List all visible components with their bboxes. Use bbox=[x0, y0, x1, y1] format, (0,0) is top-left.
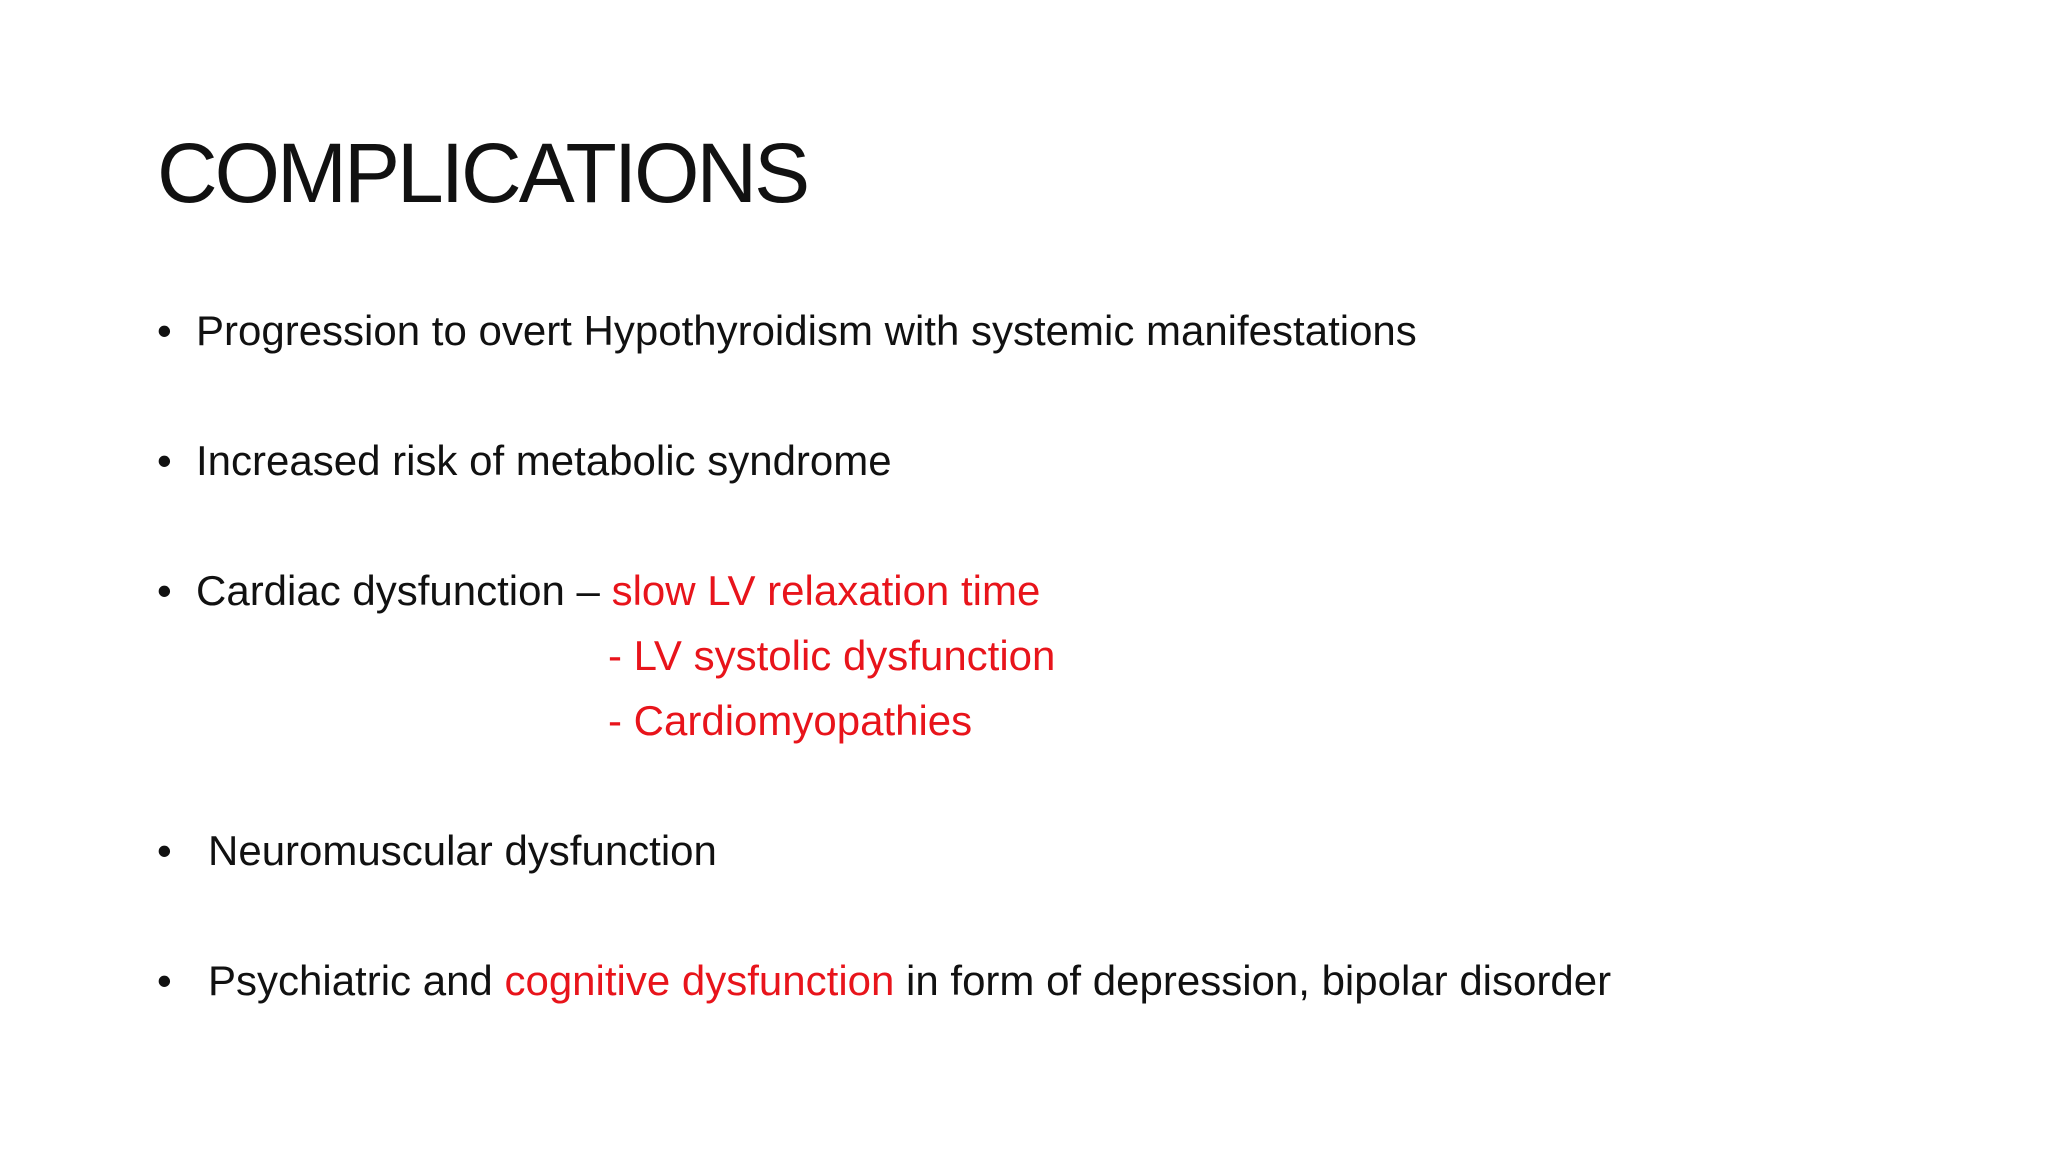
cardiac-highlight: slow LV relaxation time bbox=[611, 567, 1041, 614]
bullet-icon: • bbox=[157, 437, 172, 484]
bullet-item-neuromuscular: Neuromuscular dysfunction bbox=[208, 827, 717, 874]
slide-title: COMPLICATIONS bbox=[157, 126, 808, 220]
cardiac-sub-item: - Cardiomyopathies bbox=[608, 697, 973, 744]
psychiatric-suffix: in form of depression, bipolar disorder bbox=[894, 957, 1612, 1004]
psychiatric-highlight: cognitive dysfunction bbox=[504, 957, 895, 1004]
bullet-icon: • bbox=[157, 307, 172, 354]
bullet-icon: • bbox=[157, 827, 172, 874]
cardiac-prefix: Cardiac dysfunction – bbox=[196, 567, 612, 614]
bullet-item-progression: Progression to overt Hypothyroidism with systemic manifestations bbox=[196, 307, 1417, 354]
psychiatric-prefix: Psychiatric and bbox=[208, 957, 505, 1004]
bullet-icon: • bbox=[157, 957, 172, 1004]
bullet-item-psychiatric bbox=[208, 953, 1611, 1009]
cardiac-sub-item: - LV systolic dysfunction bbox=[608, 632, 1056, 679]
bullet-icon: • bbox=[157, 567, 172, 614]
bullet-item-cardiac bbox=[196, 563, 1040, 619]
bullet-item-metabolic: Increased risk of metabolic syndrome bbox=[196, 437, 892, 484]
